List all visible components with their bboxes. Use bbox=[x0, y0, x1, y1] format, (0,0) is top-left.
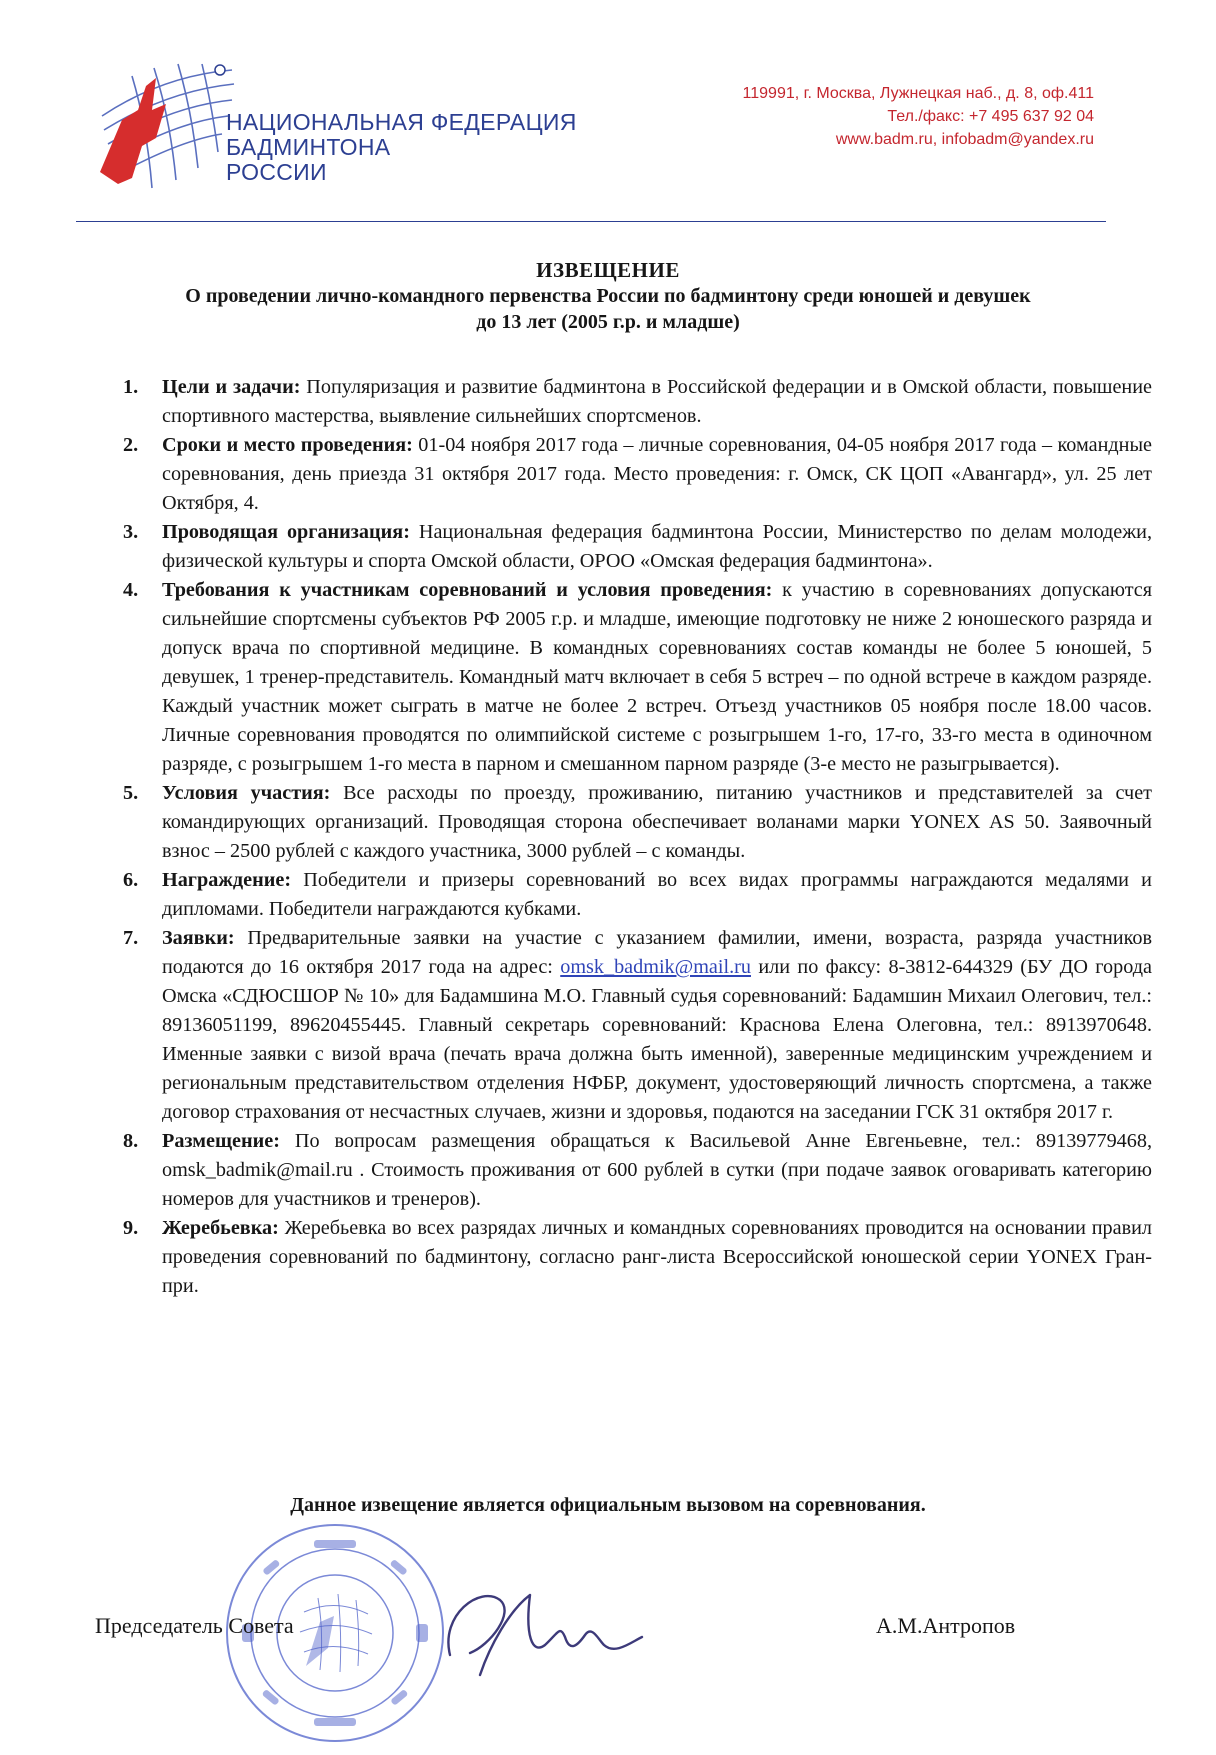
section-heading: Требования к участникам соревнований и условия проведения: bbox=[162, 579, 773, 601]
notice-sections bbox=[118, 373, 1152, 1301]
org-name bbox=[226, 110, 577, 185]
section-item bbox=[118, 518, 1152, 576]
section-number: 1. bbox=[123, 376, 139, 398]
section-item bbox=[118, 373, 1152, 431]
section-heading: Сроки и место проведения: bbox=[162, 434, 413, 456]
section-item bbox=[118, 431, 1152, 518]
federation-logo bbox=[92, 56, 242, 196]
header-divider bbox=[76, 221, 1106, 222]
section-item bbox=[118, 576, 1152, 779]
section-item bbox=[118, 924, 1152, 1127]
web-and-email: www.badm.ru, infobadm@yandex.ru bbox=[835, 131, 1094, 148]
section-number: 3. bbox=[123, 521, 139, 543]
section-text: 01-04 ноября 2017 года – личные соревнования, 04-05 ноября 2017 года – командные соревнования, день приезда 31 октября 2017 года. Место проведения: г. Омск, СК ЦОП «Авангард», ул. 25 лет Октября, 4. bbox=[162, 434, 1152, 514]
section-text: По вопросам размещения обращаться к Васильевой Анне Евгеньевне, тел.: 89139779468, omsk_badmik@mail.ru . Стоимость проживания от 600 рублей в сутки (при подаче заявок оговаривать категорию номеров для участников и тренеров). bbox=[162, 1130, 1152, 1210]
official-invitation-note: Данное извещение является официальным вызовом на соревнования. bbox=[290, 1494, 926, 1516]
section-number: 8. bbox=[123, 1130, 139, 1152]
org-name-line: БАДМИНТОНА bbox=[226, 134, 391, 160]
section-number: 4. bbox=[123, 579, 139, 601]
notice-title: ИЗВЕЩЕНИЕ bbox=[536, 258, 680, 282]
notice-heading bbox=[70, 257, 1146, 335]
section-heading: Цели и задачи: bbox=[162, 376, 301, 398]
phone: Тел./факс: +7 495 637 92 04 bbox=[887, 108, 1094, 125]
section-text: Жеребьевка во всех разрядах личных и командных соревнованиях проводится на основании правил проведения соревнований по бадминтону, согласно ранг-листа Всероссийской юношеской серии YONEX Гран-при. bbox=[162, 1217, 1152, 1297]
section-item bbox=[118, 866, 1152, 924]
section-item bbox=[118, 779, 1152, 866]
section-number: 7. bbox=[123, 927, 139, 949]
section-text: или по факсу: 8-3812-644329 (БУ ДО города Омска «СДЮСШОР № 10» для Бадамшина М.О. Главный судья соревнований: Бадамшин Михаил Олегович, тел.: 89136051199, 89620455445. Главный секретарь соревнований: Краснова Елена Олеговна, тел.: 8913970648. Именные заявки с визой врача (печать врача должна быть именной), заверенные медицинским учреждением и региональным представительством отделения НФБР, документ, удостоверяющий личность спортсмена, а также договор страхования от несчастных случаев, жизни и здоровья, подаются на заседании ГСК 31 октября 2017 г. bbox=[162, 956, 1152, 1123]
section-item bbox=[118, 1214, 1152, 1301]
email-link[interactable]: omsk_badmik@mail.ru bbox=[560, 956, 751, 978]
notice-subtitle-line: до 13 лет (2005 г.р. и младше) bbox=[476, 311, 740, 333]
section-item bbox=[118, 1127, 1152, 1214]
section-text: Все расходы по проезду, проживанию, питанию участников и представителей за счет командирующих организаций. Проводящая сторона обеспечивает воланами марки YONEX AS 50. Заявочный взнос – 2500 рублей с каждого участника, 3000 рублей – с команды. bbox=[162, 782, 1152, 862]
handwritten-signature bbox=[420, 1575, 650, 1690]
signatory-name: А.М.Антропов bbox=[876, 1613, 1016, 1638]
section-text: к участию в соревнованиях допускаются сильнейшие спортсмены субъектов РФ 2005 г.р. и младше, имеющие подготовку не ниже 2 юношеского разряда и допуск врача по спортивной медицине. В командных соревнованиях состав команды не более 5 юношей, 5 девушек, 1 тренер-представитель. Командный матч включает в себя 5 встреч – по одной встрече в каждом разряде. Каждый участник может сыграть в матче не более 2 встреч. Отъезд участников 05 ноября после 18.00 часов. Личные соревнования проводятся по олимпийской системе с розыгрышем 1-го, 17-го, 33-го места в одиночном разряде, с розыгрышем 1-го места в парном и смешанном парном разряде (3-е место не разыгрывается). bbox=[162, 579, 1153, 775]
section-heading: Награждение: bbox=[162, 869, 292, 891]
org-name-line: НАЦИОНАЛЬНАЯ ФЕДЕРАЦИЯ bbox=[226, 109, 577, 135]
section-heading: Жеребьевка: bbox=[162, 1217, 279, 1239]
section-number: 9. bbox=[123, 1217, 139, 1239]
section-number: 2. bbox=[123, 434, 139, 456]
section-text: Предварительные заявки на участие с указанием фамилии, имени, возраста, разряда участников подаются до 16 октября 2017 года на адрес: bbox=[162, 927, 1152, 978]
signatory-title: Председатель Совета bbox=[95, 1613, 294, 1638]
notice-subtitle-line: О проведении лично-командного первенства России по бадминтону среди юношей и девушек bbox=[185, 285, 1031, 307]
address: 119991, г. Москва, Лужнецкая наб., д. 8, оф.411 bbox=[742, 85, 1094, 102]
section-text: Национальная федерация бадминтона России, Министерство по делам молодежи, физической культуры и спорта Омской области, ОРОО «Омская федерация бадминтона». bbox=[162, 521, 1152, 572]
org-name-line: РОССИИ bbox=[226, 159, 327, 185]
section-heading: Проводящая организация: bbox=[162, 521, 410, 543]
section-heading: Размещение: bbox=[162, 1130, 280, 1152]
section-number: 5. bbox=[123, 782, 139, 804]
section-heading: Условия участия: bbox=[162, 782, 331, 804]
contact-block bbox=[743, 82, 1094, 151]
section-number: 6. bbox=[123, 869, 139, 891]
section-text: Популяризация и развитие бадминтона в Российской федерации и в Омской области, повышение спортивного мастерства, выявление сильнейших спортсменов. bbox=[162, 376, 1152, 427]
section-text: Победители и призеры соревнований во всех видах программы награждаются медалями и дипломами. Победители награждаются кубками. bbox=[162, 869, 1152, 920]
section-heading: Заявки: bbox=[162, 927, 235, 949]
